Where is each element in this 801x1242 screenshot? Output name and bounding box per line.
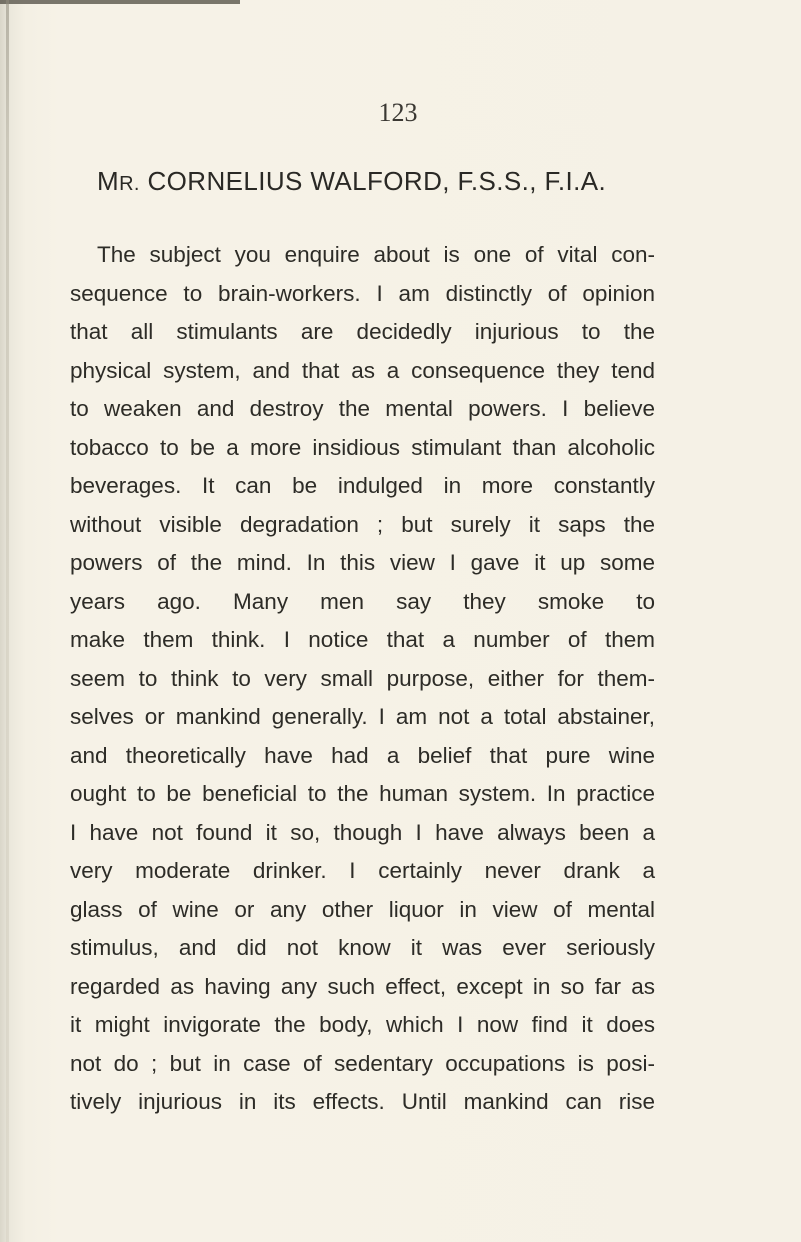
paragraph-line: very moderate drinker. I certainly never drank a [70,858,655,883]
paragraph-line: selves or mankind generally. I am not a total abstainer, [70,704,655,729]
paragraph-line: years ago. Many men say they smoke to [70,588,655,614]
paragraph-line: to weaken and destroy the mental powers. I believe [70,396,655,421]
paragraph-line: without visible degradation ; but surely it saps the [70,511,655,537]
paragraph-line: regarded as having any such effect, except in so far as [70,973,655,999]
paragraph-line: make them think. I notice that a number of them [70,627,655,652]
paragraph-line: tively injurious in its effects. Until mankind can rise [70,1089,655,1114]
paragraph-line: physical system, and that as a consequence they tend [70,357,655,383]
paragraph-line: stimulus, and did not know it was ever seriously [70,935,655,960]
paragraph-line: glass of wine or any other liquor in view of mental [70,896,655,922]
heading-name: CORNELIUS WALFORD, F.S.S., F.I.A. [139,166,607,196]
paragraph-line: it might invigorate the body, which I now find it does [70,1012,655,1037]
paragraph-line: sequence to brain-workers. I am distinctly of opinion [70,280,655,306]
paragraph-line: beverages. It can be indulged in more constantly [70,473,655,498]
heading-prefix-initial: M [97,166,120,196]
section-heading [97,166,737,197]
page-number: 123 [378,98,418,127]
paragraph-line: not do ; but in case of sedentary occupations is posi- [70,1050,655,1076]
paragraph-line: I have not found it so, though I have always been a [70,819,655,845]
paragraph-line: tobacco to be a more insidious stimulant than alcoholic [70,434,655,460]
paragraph-line: seem to think to very small purpose, either for them- [70,665,655,691]
heading-prefix-rest: R. [119,173,140,195]
paragraph-line: ought to be beneficial to the human system. In practice [70,781,655,806]
paragraph-line: that all stimulants are decidedly injurious to the [70,319,655,344]
paragraph-line: The subject you enquire about is one of vital con- [97,242,655,267]
paragraph-line: powers of the mind. In this view I gave it up some [70,550,655,575]
paragraph-line: and theoretically have had a belief that pure wine [70,742,655,768]
binding-gutter [6,0,9,1242]
top-edge-rule [0,0,240,4]
